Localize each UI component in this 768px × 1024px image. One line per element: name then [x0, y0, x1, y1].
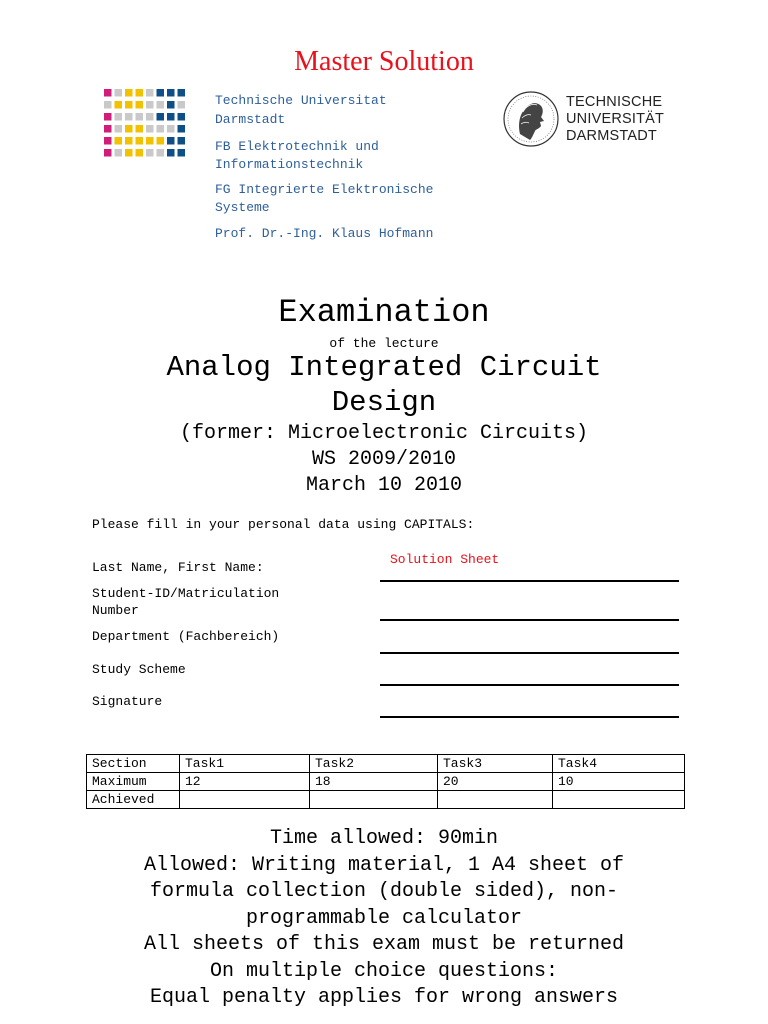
table-header-cell: Task1: [180, 755, 310, 773]
table-row: [87, 773, 685, 791]
table-header-cell: Section: [87, 755, 180, 773]
table-cell: Maximum: [87, 773, 180, 791]
logo-text-line: DARMSTADT: [566, 128, 657, 144]
table-cell: 10: [553, 773, 685, 791]
institution-line: Technische Universitat: [215, 93, 387, 108]
institution-line: Systeme: [215, 200, 270, 215]
table-header-cell: Task3: [438, 755, 553, 773]
rule-line: All sheets of this exam must be returned: [143, 933, 625, 956]
exam-title: Examination: [278, 294, 490, 331]
achieved-cell[interactable]: [553, 791, 685, 809]
institution-line: FB Elektrotechnik und: [215, 139, 379, 154]
table-cell: 20: [438, 773, 553, 791]
department-label: Department (Fachbereich): [92, 629, 280, 644]
logo-text-line: UNIVERSITÄT: [566, 111, 665, 127]
rule-line: Allowed: Writing material, 1 A4 sheet of: [143, 853, 625, 877]
logo-text-line: TECHNISCHE: [566, 94, 663, 110]
score-table: [86, 754, 685, 809]
study-scheme-label: Study Scheme: [92, 662, 186, 677]
achieved-cell[interactable]: [438, 791, 553, 809]
rule-line: formula collection (double sided), non-: [149, 880, 619, 903]
institution-line: Darmstadt: [215, 112, 286, 127]
table-cell: 12: [180, 773, 310, 791]
department-field-line[interactable]: [380, 652, 679, 654]
table-row: [87, 791, 685, 809]
semester: WS 2009/2010: [311, 448, 457, 471]
former-course-name: (former: Microelectronic Circuits): [179, 422, 589, 445]
table-cell: Achieved: [87, 791, 180, 809]
rule-line: Time allowed: 90min: [269, 827, 499, 850]
name-field-line[interactable]: [380, 580, 679, 582]
table-header-cell: Task2: [310, 755, 438, 773]
student-id-label: Number: [92, 603, 139, 618]
table-cell: 18: [310, 773, 438, 791]
student-id-label: Student-ID/Matriculation: [92, 586, 280, 601]
university-logo-text: [566, 94, 664, 145]
achieved-cell[interactable]: [310, 791, 438, 809]
name-label: Last Name, First Name:: [92, 560, 264, 575]
student-id-field-line[interactable]: [380, 619, 679, 621]
institution-line: Informationstechnik: [215, 157, 364, 172]
exam-rules: [0, 826, 768, 1012]
of-lecture-text: of the lecture: [329, 336, 439, 351]
achieved-cell[interactable]: [180, 791, 310, 809]
course-title: [0, 350, 768, 420]
course-title-line: Analog Integrated Circuit: [166, 351, 602, 384]
institution-line: FG Integrierte Elektronische: [215, 182, 434, 197]
table-header-row: [87, 755, 685, 773]
master-solution-title: Master Solution: [294, 46, 474, 77]
signature-label: Signature: [92, 694, 163, 709]
rule-line: programmable calculator: [245, 906, 523, 930]
professor-name: Prof. Dr.-Ing. Klaus Hofmann: [215, 226, 434, 241]
rule-line: On multiple choice questions:: [209, 959, 559, 983]
etit-logo-icon: [104, 89, 188, 161]
table-header-cell: Task4: [553, 755, 685, 773]
study-scheme-field-line[interactable]: [380, 684, 679, 686]
course-title-line: Design: [331, 386, 437, 419]
name-field-value[interactable]: Solution Sheet: [390, 552, 500, 567]
form-instruction: Please fill in your personal data using CAPITALS:: [92, 517, 475, 532]
exam-date: March 10 2010: [305, 474, 463, 497]
athena-head-icon: [502, 88, 560, 150]
signature-field-line[interactable]: [380, 716, 679, 718]
rule-line: Equal penalty applies for wrong answers: [149, 986, 619, 1009]
